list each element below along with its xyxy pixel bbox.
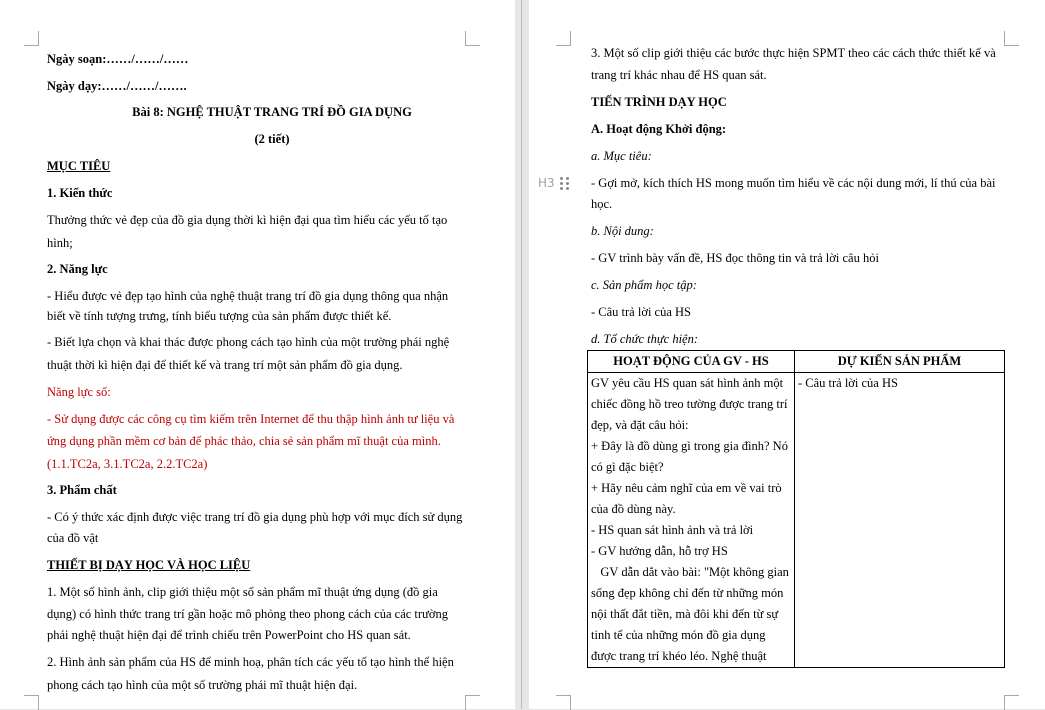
pham-chat-a[interactable]: - Có ý thức xác định được việc trang trí đồ gia dụng phù hợp với mục đích sử dụng xyxy=(47,510,463,524)
table-header-activity[interactable]: HOẠT ĐỘNG CỦA GV - HS xyxy=(588,351,795,373)
kien-thuc-text-2[interactable]: hình; xyxy=(47,236,73,250)
nang-luc-1a[interactable]: - Hiểu được vẻ đẹp tạo hình của nghệ thuật trang trí đồ gia dụng thông qua nhận xyxy=(47,289,449,303)
ngay-day[interactable]: Ngày dạy:……/……/……. xyxy=(47,79,187,93)
activity-table xyxy=(587,350,1005,668)
cell-line: đẹp, và đặt câu hỏi: xyxy=(591,418,689,432)
heading-pham-chat[interactable]: 3. Phẩm chất xyxy=(47,483,117,497)
to-chuc-d[interactable]: d. Tổ chức thực hiện: xyxy=(591,332,699,346)
nang-luc-1b[interactable]: biết về tính tượng trưng, tính biểu tượng của sản phẩm được thiết kế. xyxy=(47,309,392,323)
muc-tieu-text-1[interactable]: - Gợi mở, kích thích HS mong muốn tìm hiểu về các nội dung mới, lí thú của bài xyxy=(591,176,996,190)
crop-mark-bottom-right-2 xyxy=(1004,695,1019,710)
page-gutter xyxy=(515,0,529,709)
heading-kien-thuc[interactable]: 1. Kiến thức xyxy=(47,186,113,200)
crop-mark-top-left-2 xyxy=(556,31,571,46)
san-pham-text[interactable]: - Câu trả lời của HS xyxy=(591,305,691,319)
heading-level-marker: H3 xyxy=(538,176,555,190)
thiet-bi-2a[interactable]: 2. Hình ảnh sản phẩm của HS để minh hoạ, phân tích các yếu tố tạo hình thể hiện xyxy=(47,655,454,669)
table-row xyxy=(588,373,1005,668)
cell-line: nội thất đắt tiền, mà đôi khi đến từ sự xyxy=(591,607,779,621)
thiet-bi-1c[interactable]: phái nghệ thuật hiện đại để trình chiếu trên PowerPoint cho HS quan sát. xyxy=(47,628,411,642)
gutter-divider xyxy=(521,0,522,709)
nang-luc-2a[interactable]: - Biết lựa chọn và khai thác được phong cách tạo hình của một trường phái nghệ xyxy=(47,335,450,349)
cell-line: GV dẫn dắt vào bài: "Một không gian xyxy=(591,565,789,579)
cell-line: - HS quan sát hình ảnh và trả lời xyxy=(591,523,754,537)
table-cell-product[interactable]: - Câu trả lời của HS xyxy=(794,373,1004,668)
cell-line: có gì đặc biệt? xyxy=(591,460,664,474)
nang-luc-2b[interactable]: thuật thời kì hiện đại để thiết kế và trang trí một sản phẩm đồ gia dụng. xyxy=(47,358,403,372)
thiet-bi-3b[interactable]: trang trí khác nhau để HS quan sát. xyxy=(591,68,767,82)
nang-luc-so-a[interactable]: - Sử dụng được các công cụ tìm kiếm trên Internet để thu thập hình ảnh tư liệu và xyxy=(47,412,455,426)
heading-nang-luc[interactable]: 2. Năng lực xyxy=(47,262,108,276)
cell-line: sống đẹp không chỉ đến từ những món xyxy=(591,586,784,600)
kien-thuc-text-1[interactable]: Thưởng thức vẻ đẹp của đồ gia dụng thời kì hiện đại qua tìm hiểu các yếu tố tạo xyxy=(47,213,448,227)
pham-chat-b[interactable]: của đồ vật xyxy=(47,531,99,545)
cell-line: của đồ dùng này. xyxy=(591,502,676,516)
nang-luc-so-c[interactable]: (1.1.TC2a, 3.1.TC2a, 2.2.TC2a) xyxy=(47,457,208,471)
thiet-bi-1a[interactable]: 1. Một số hình ảnh, clip giới thiệu một số sản phẩm mĩ thuật ứng dụng (đồ gia xyxy=(47,585,438,599)
thiet-bi-1b[interactable]: dụng) có hình thức trang trí gần hoặc mô phỏng theo phong cách của các trường xyxy=(47,607,448,621)
san-pham-c[interactable]: c. Sản phẩm học tập: xyxy=(591,278,697,292)
crop-mark-top-right-2 xyxy=(1004,31,1019,46)
heading-hoat-dong-a[interactable]: A. Hoạt động Khởi động: xyxy=(591,122,727,136)
crop-mark-bottom-left xyxy=(24,695,39,710)
cell-line: GV yêu cầu HS quan sát hình ảnh một xyxy=(591,376,784,390)
crop-mark-top-right xyxy=(465,31,480,46)
crop-mark-top-left xyxy=(24,31,39,46)
cell-line: chiếc đồng hồ treo tường được trang trí xyxy=(591,397,788,411)
noi-dung-text[interactable]: - GV trình bày vấn đề, HS đọc thông tin và trả lời câu hỏi xyxy=(591,251,879,265)
nang-luc-so-b[interactable]: ứng dụng phần mềm cơ bản để phác thảo, chia sẻ sản phẩm mĩ thuật của mình. xyxy=(47,434,441,448)
cell-line: - GV hướng dẫn, hỗ trợ HS xyxy=(591,544,728,558)
lesson-duration[interactable]: (2 tiết) xyxy=(254,132,290,146)
thiet-bi-3a[interactable]: 3. Một số clip giới thiệu các bước thực hiện SPMT theo các cách thức thiết kế và xyxy=(591,46,996,60)
cell-line: tinh tế của những món đồ gia dụng xyxy=(591,628,766,642)
ngay-soan[interactable]: Ngày soạn:……/……/…… xyxy=(47,52,189,66)
heading-thiet-bi[interactable]: THIẾT BỊ DẠY HỌC VÀ HỌC LIỆU xyxy=(47,558,251,572)
noi-dung-b[interactable]: b. Nội dung: xyxy=(591,224,654,238)
crop-mark-bottom-left-2 xyxy=(556,695,571,710)
lesson-title[interactable]: Bài 8: NGHỆ THUẬT TRANG TRÍ ĐỒ GIA DỤNG xyxy=(132,105,412,119)
table-header-product[interactable]: DỰ KIẾN SẢN PHẨM xyxy=(794,351,1004,373)
drag-handle-icon[interactable] xyxy=(560,176,570,192)
table-header-row xyxy=(588,351,1005,373)
crop-mark-bottom-right xyxy=(465,695,480,710)
heading-tien-trinh[interactable]: TIẾN TRÌNH DẠY HỌC xyxy=(591,95,727,109)
heading-muc-tieu[interactable]: MỤC TIÊU xyxy=(47,159,111,173)
cell-line: + Đây là đồ dùng gì trong gia đình? Nó xyxy=(591,439,788,453)
cell-line: được trang trí khéo léo. Nghệ thuật xyxy=(591,649,767,663)
table-cell-activity[interactable] xyxy=(588,373,795,668)
cell-line: + Hãy nêu cảm nghĩ của em về vai trò xyxy=(591,481,782,495)
nang-luc-so-heading[interactable]: Năng lực số: xyxy=(47,385,111,399)
muc-tieu-text-2[interactable]: học. xyxy=(591,197,613,211)
thiet-bi-2b[interactable]: phong cách tạo hình của một số trường phái mĩ thuật hiện đại. xyxy=(47,678,358,692)
muc-tieu-a[interactable]: a. Mục tiêu: xyxy=(591,149,652,163)
